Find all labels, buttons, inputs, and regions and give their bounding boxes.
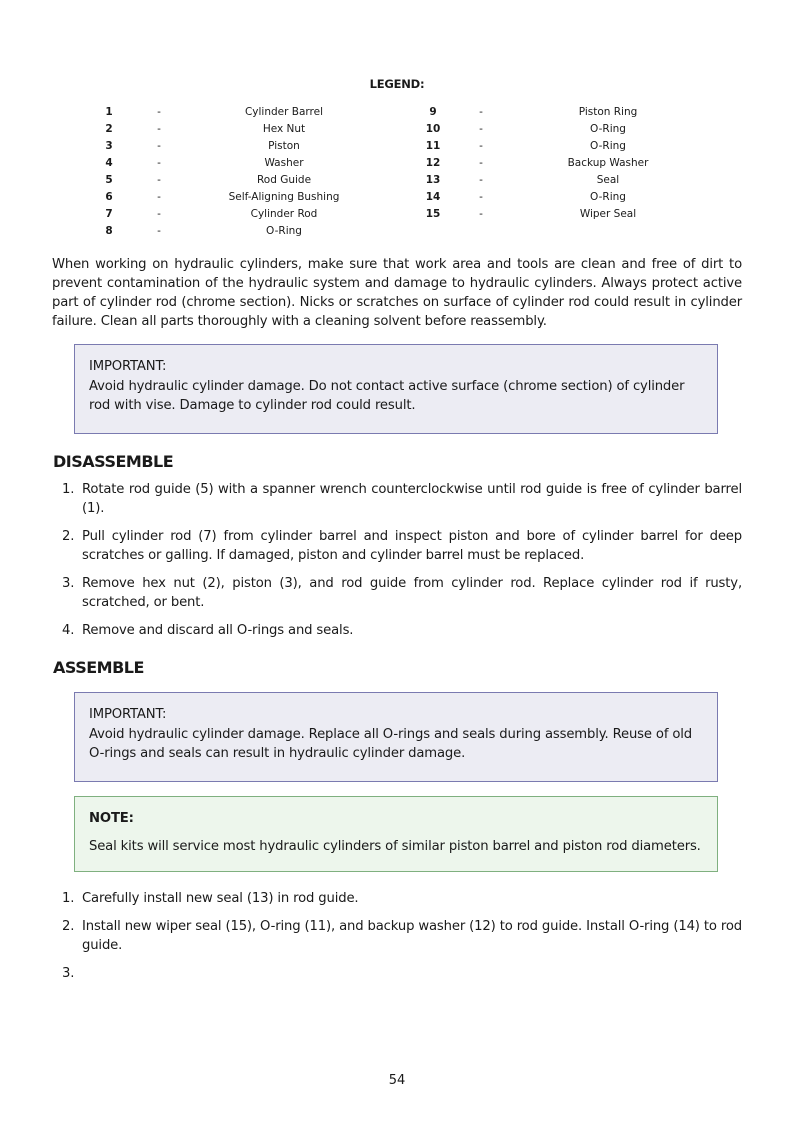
legend-dash: -: [479, 157, 483, 169]
legend-number: 1: [105, 106, 113, 118]
legend-part-name: Seal: [596, 174, 620, 186]
legend-row: [0, 206, 794, 223]
legend-part-name: O-Ring: [590, 123, 626, 135]
legend-part-name: Wiper Seal: [579, 208, 637, 220]
legend-number: 11: [425, 140, 441, 152]
disassemble-heading: DISASSEMBLE: [53, 452, 174, 471]
legend-dash: -: [157, 225, 161, 237]
legend-part-name: O-Ring: [266, 225, 302, 237]
important-label: IMPORTANT:: [89, 707, 167, 722]
intro-paragraph: When working on hydraulic cylinders, make sure that work area and tools are clean and free of dirt to prevent contamination of the hydraulic system and damage to hydraulic cylinders. Always protect active part of cylinder rod (chrome section). Nicks or scratches on surface of cylinder rod could result in cylinder failure. Clean all parts thoroughly with a cleaning solvent before reassembly.: [52, 257, 742, 329]
legend-part-name: Washer: [264, 157, 304, 169]
legend-dash: -: [157, 174, 161, 186]
important-box: [74, 344, 718, 434]
note-box: [74, 796, 718, 872]
legend-number: 7: [105, 208, 113, 220]
legend-number: 13: [425, 174, 441, 186]
legend-number: 3: [105, 140, 113, 152]
legend-dash: -: [157, 157, 161, 169]
legend-part-name: Cylinder Rod: [250, 208, 318, 220]
legend-dash: -: [479, 106, 483, 118]
assemble-steps: 1. Carefully install new seal (13) in rod guide. 2. Install new wiper seal (15), O-ring (11), and backup washer (12) to rod guide. Install O-ring (14) to rod guide. 3.: [52, 889, 742, 964]
legend-dash: -: [479, 123, 483, 135]
legend-number: 15: [425, 208, 441, 220]
disassemble-steps: [52, 480, 742, 649]
legend-dash: -: [157, 140, 161, 152]
legend-number: 4: [105, 157, 113, 169]
legend-part-name: Cylinder Barrel: [244, 106, 324, 118]
legend-dash: -: [479, 174, 483, 186]
legend-dash: -: [157, 123, 161, 135]
legend-row: [0, 155, 794, 172]
legend-dash: -: [479, 191, 483, 203]
legend-number: 10: [425, 123, 441, 135]
legend-row: [0, 223, 794, 240]
legend-row: [0, 104, 794, 121]
important-box-assembly: [74, 692, 718, 782]
legend-dash: -: [157, 106, 161, 118]
legend-part-name: Rod Guide: [256, 174, 312, 186]
legend-number: 6: [105, 191, 113, 203]
legend-number: 14: [425, 191, 441, 203]
legend-row: [0, 138, 794, 155]
legend-part-name: Self-Aligning Bushing: [228, 191, 340, 203]
legend-part-name: Piston: [268, 140, 300, 152]
legend-row: [0, 121, 794, 138]
legend-dash: -: [479, 208, 483, 220]
page-number: 54: [388, 1073, 406, 1088]
legend-row: [0, 172, 794, 189]
legend-dash: -: [157, 191, 161, 203]
legend-title: LEGEND:: [369, 77, 425, 91]
legend-number: 9: [429, 106, 437, 118]
important-label: IMPORTANT:: [89, 359, 167, 374]
list-item: 3. Remove hex nut (2), piston (3), and rod guide from cylinder rod. Replace cylinder rod if rusty, scratched, or bent.: [62, 576, 742, 610]
legend-part-name: Backup Washer: [567, 157, 649, 169]
list-item: 2. Install new wiper seal (15), O-ring (11), and backup washer (12) to rod guide. Install O-ring (14) to rod guide.: [62, 919, 742, 953]
legend-part-name: O-Ring: [590, 191, 626, 203]
legend-part-name: Piston Ring: [578, 106, 638, 118]
important-text: Avoid hydraulic cylinder damage. Replace all O-rings and seals during assembly. Reuse of old O-rings and seals can result in hydraulic cylinder damage.: [89, 726, 693, 761]
legend-dash: -: [157, 208, 161, 220]
legend-part-name: Hex Nut: [262, 123, 306, 135]
note-text: Seal kits will service most hydraulic cylinders of similar piston barrel and piston rod diameters.: [89, 838, 701, 854]
note-label: NOTE:: [89, 811, 134, 826]
list-item: 2. Pull cylinder rod (7) from cylinder barrel and inspect piston and bore of cylinder barrel for deep scratches or galling. If damaged, piston and cylinder barrel must be replaced.: [62, 529, 742, 563]
legend-dash: -: [479, 140, 483, 152]
list-item: 4. Remove and discard all O-rings and seals.: [62, 623, 354, 638]
assemble-heading: ASSEMBLE: [53, 658, 144, 677]
important-text: Avoid hydraulic cylinder damage. Do not contact active surface (chrome section) of cylinder rod with vise. Damage to cylinder rod could result.: [89, 378, 685, 413]
list-item: 1. Carefully install new seal (13) in rod guide.: [62, 891, 359, 906]
legend-number: 5: [105, 174, 113, 186]
legend-part-name: O-Ring: [590, 140, 626, 152]
legend-number: 12: [425, 157, 441, 169]
legend-row: [0, 189, 794, 206]
list-item: 1. Rotate rod guide (5) with a spanner wrench counterclockwise until rod guide is free of cylinder barrel (1).: [62, 482, 742, 516]
legend-number: 2: [105, 123, 113, 135]
legend-number: 8: [105, 225, 113, 237]
